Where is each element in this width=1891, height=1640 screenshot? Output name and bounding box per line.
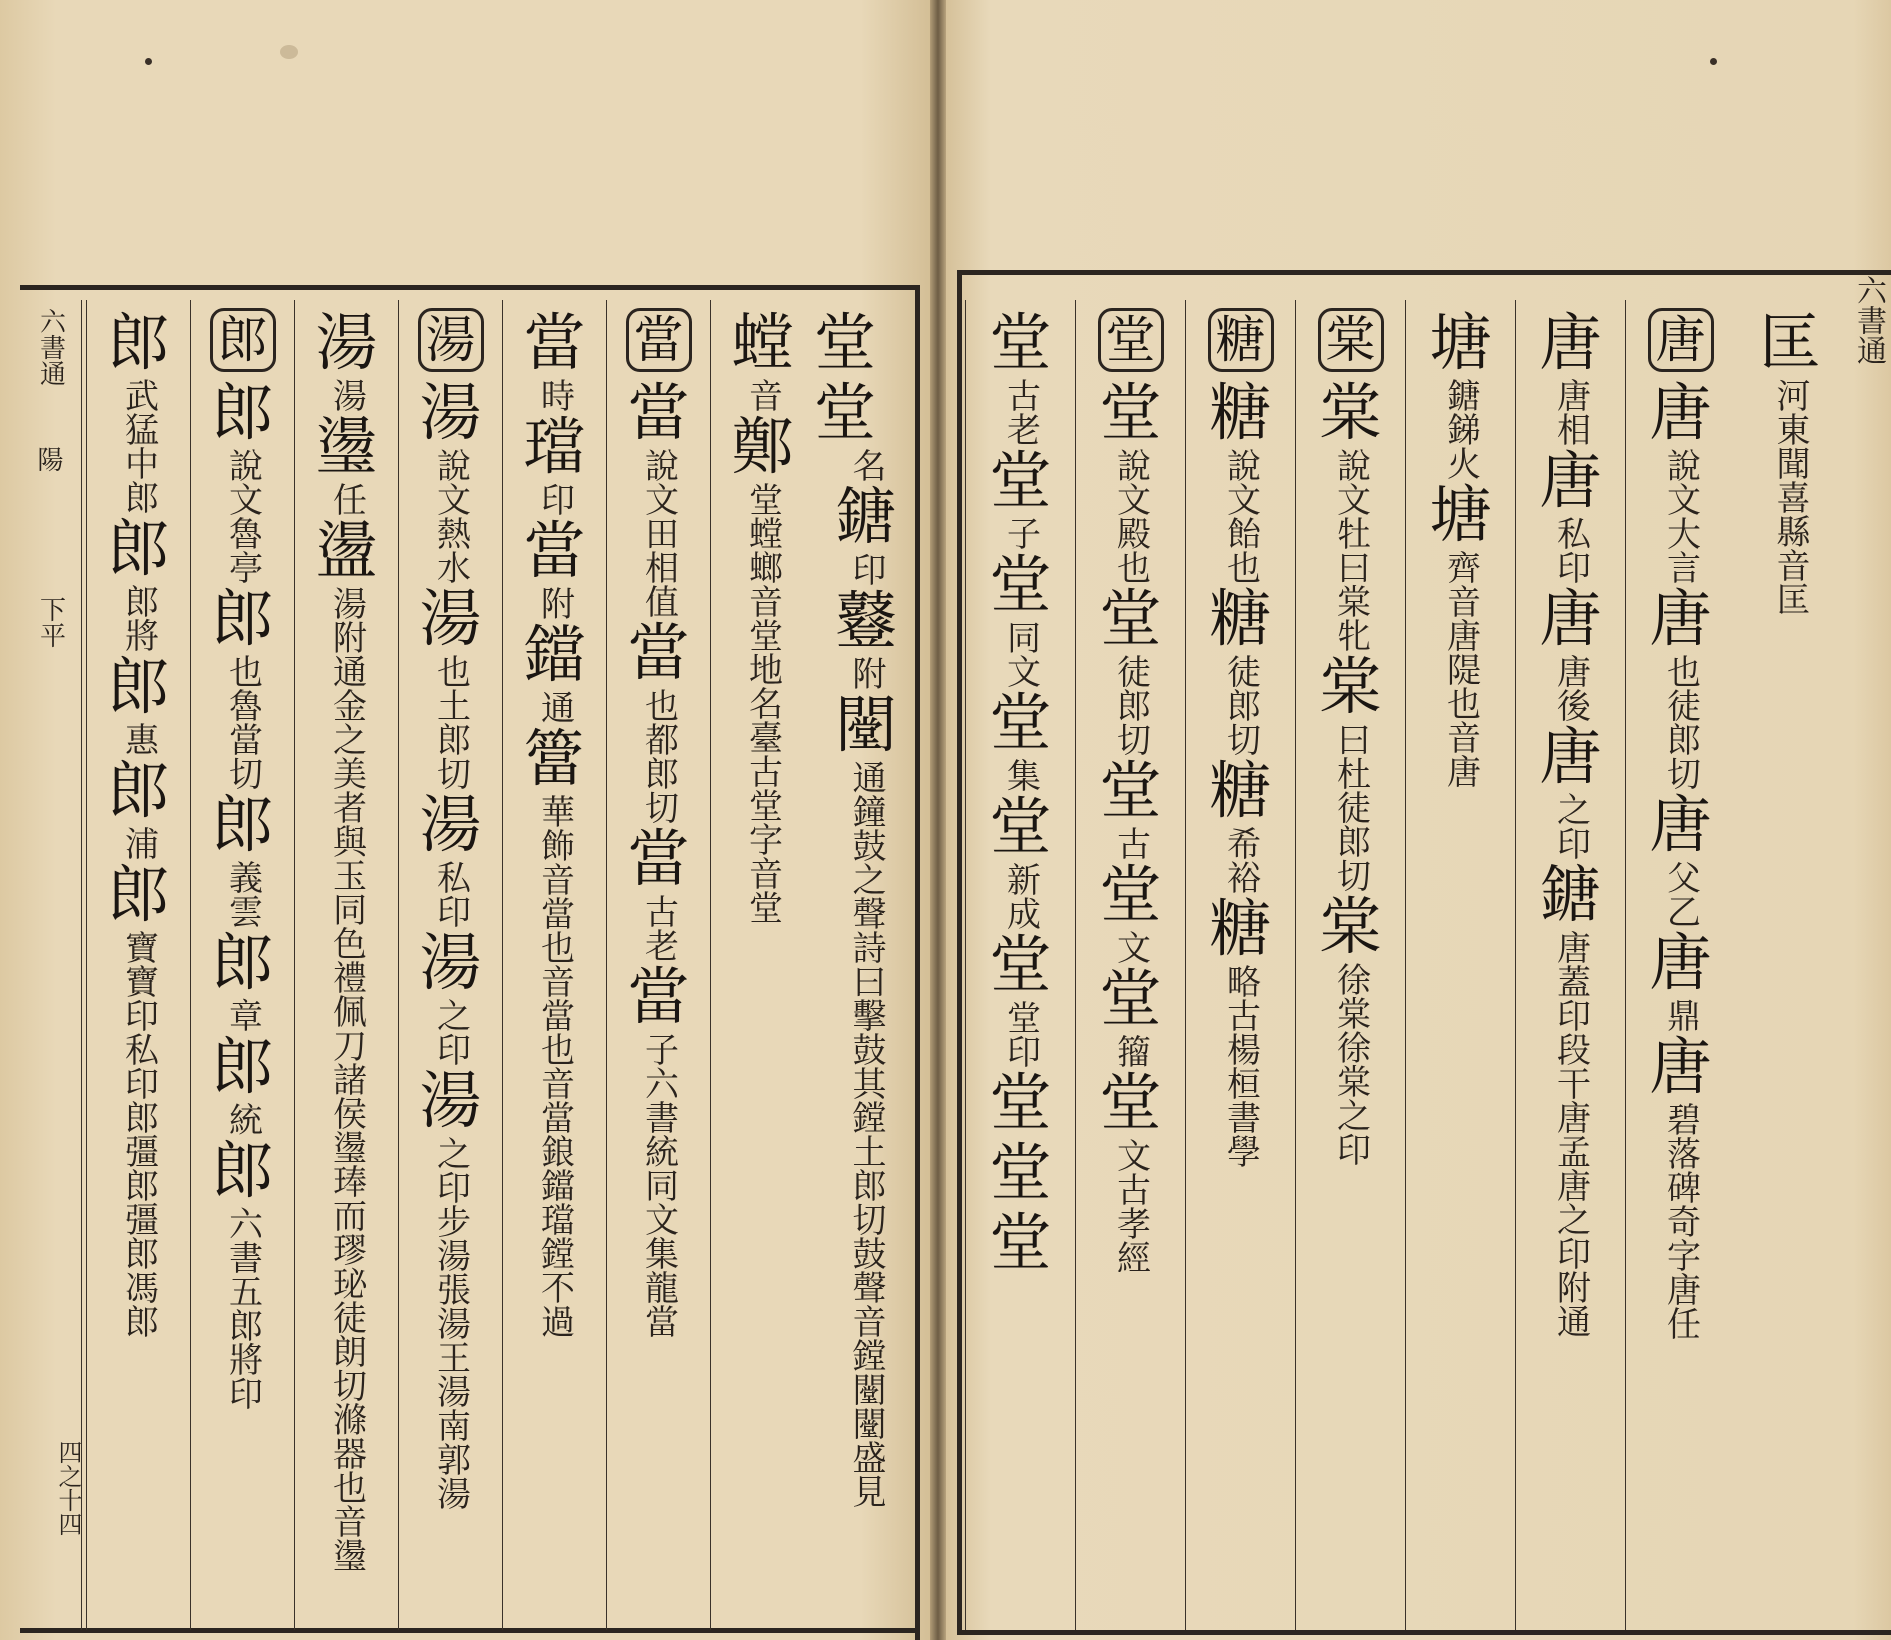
seal-glyph: 堂 (989, 444, 1052, 517)
seal-glyph: 堂 (989, 928, 1052, 1001)
right-column-2 (1625, 300, 1735, 1630)
annotation-text: 之印 (430, 998, 471, 1066)
left-column-4 (502, 300, 606, 1630)
right-bottom-rule (957, 1630, 1891, 1635)
seal-glyph: 堂堂 (814, 306, 877, 449)
annotation-text: 說文大言 (1660, 448, 1701, 584)
left-column-1 (814, 300, 918, 1630)
annotation-text: 也徒郎切 (1660, 654, 1701, 790)
seal-glyph: 闛 (834, 688, 897, 761)
annotation-text: 華飾 (534, 794, 575, 862)
annotation-text: 鎕銻火 (1440, 378, 1481, 480)
annotation-text: 統 (222, 1102, 263, 1136)
seal-glyph: 簹 (523, 722, 586, 795)
annotation-text: 附 (326, 620, 367, 654)
annotation-text: 步湯 (430, 1204, 471, 1272)
annotation-text: 說文熱水 (430, 448, 471, 584)
annotation-text: 鋃鐺 (534, 1134, 575, 1202)
page-number: 四之十四 (54, 1440, 82, 1536)
annotation-text: 當 (638, 1304, 679, 1338)
entry-headword: 湯 (418, 308, 484, 372)
annotation-text: 私印 (430, 860, 471, 928)
annotation-text: 徐 (1330, 962, 1371, 996)
annotation-text: 縣音匡 (1770, 514, 1810, 616)
annotation-text: 隄也 (1440, 652, 1481, 720)
right-column-3 (1515, 300, 1625, 1630)
annotation-text: 惠 (118, 722, 159, 756)
annotation-text: 地名臺古 (742, 652, 783, 788)
seal-glyph: 匡 (1758, 306, 1821, 379)
seal-glyph: 鼟 (834, 584, 897, 657)
seal-glyph: 堂 (989, 686, 1052, 759)
seal-glyph: 鐺 (523, 618, 586, 691)
entry-headword: 郎 (210, 308, 276, 372)
seal-glyph: 唐 (1649, 376, 1712, 449)
annotation-text: 郎將 (118, 584, 159, 652)
annotation-text: 音鏜 (846, 1304, 886, 1372)
annotation-text: 唐後 (1550, 654, 1591, 722)
seal-glyph: 塘 (1429, 306, 1492, 379)
entry-headword: 棠 (1318, 308, 1384, 372)
annotation-text: 說文殿也 (1110, 448, 1151, 584)
annotation-text: 字 (1660, 1238, 1701, 1272)
left-column-7 (190, 300, 294, 1630)
seal-glyph: 堂 (989, 790, 1052, 863)
annotation-text: 音 (742, 378, 783, 412)
annotation-text: 說文牡曰棠牝 (1330, 448, 1371, 652)
annotation-text: 通 (326, 654, 367, 688)
ink-dot (1710, 58, 1717, 65)
seal-glyph: 唐 (1649, 788, 1712, 861)
seal-glyph: 湯 (419, 582, 482, 655)
annotation-text: 統 (638, 1134, 679, 1168)
seal-glyph: 唐 (1539, 720, 1602, 793)
seal-glyph: 棠 (1319, 650, 1382, 723)
annotation-text: 同文 (638, 1168, 679, 1236)
annotation-text: 徐棠 (1330, 1030, 1371, 1098)
annotation-text: 寶印 (118, 964, 159, 1032)
right-edge-strip (1845, 275, 1891, 1635)
seal-glyph: 糖 (1209, 582, 1272, 655)
right-column-5 (1295, 300, 1405, 1630)
seal-glyph: 棠 (1319, 376, 1382, 449)
edge-rhyme: 陽 (37, 446, 64, 476)
annotation-text: 湯 (326, 378, 367, 412)
annotation-text: 之印 (1550, 792, 1591, 860)
seal-glyph: 糖 (1209, 376, 1272, 449)
annotation-text: 唐相 (1550, 378, 1591, 446)
annotation-text: 六書 (222, 1206, 263, 1274)
annotation-text: 也土郎切 (430, 654, 471, 790)
annotation-text: 諸侯璗琫而璆珌徒朗切 (326, 1062, 367, 1402)
annotation-text: 曰杜徒郎切 (1330, 722, 1371, 892)
annotation-text: 堂印 (1000, 1000, 1041, 1068)
book-spine (930, 0, 946, 1640)
annotation-text: 集 (1000, 758, 1041, 792)
annotation-text: 音當 (534, 862, 575, 930)
seal-glyph: 螳 (731, 306, 794, 379)
seal-glyph: 郎 (211, 1030, 274, 1103)
annotation-text: 略古 (1220, 964, 1261, 1032)
seal-glyph: 堂 (989, 306, 1052, 379)
seal-glyph: 盪 (315, 514, 378, 587)
seal-glyph: 當 (627, 376, 690, 449)
left-column-3 (606, 300, 710, 1630)
annotation-text: 之印 (1330, 1098, 1371, 1166)
annotation-text: 義雲 (222, 860, 263, 928)
annotation-text: 書學 (1220, 1100, 1261, 1168)
annotation-text: 齊音唐 (1440, 550, 1481, 652)
annotation-text: 通 (534, 690, 575, 724)
seal-glyph: 湯 (419, 788, 482, 861)
annotation-text: 子 (1000, 516, 1041, 550)
annotation-text: 彊郎 (118, 1202, 159, 1270)
annotation-text: 父乙 (1660, 860, 1701, 928)
seal-glyph: 郎 (211, 376, 274, 449)
annotation-text: 也魯當切 (222, 654, 263, 790)
annotation-text: 附 (846, 656, 886, 690)
annotation-text: 印 (1550, 998, 1591, 1032)
annotation-text: 彊郎 (118, 1134, 159, 1202)
left-column-5 (398, 300, 502, 1630)
annotation-text: 也音當 (534, 930, 575, 1032)
annotation-text: 徒郎切 (1220, 654, 1261, 756)
left-edge-strip (20, 300, 82, 1630)
annotation-text: 名 (846, 448, 886, 482)
annotation-text: 盛見 (846, 1440, 886, 1508)
seal-glyph: 唐 (1539, 306, 1602, 379)
left-column-6 (294, 300, 398, 1630)
seal-glyph: 鄭 (731, 410, 794, 483)
annotation-text: 任 (1660, 1306, 1701, 1340)
annotation-text: 碧落 (1660, 1102, 1701, 1170)
seal-glyph: 璗 (315, 410, 378, 483)
right-column-8 (965, 300, 1075, 1630)
seal-glyph: 堂 (989, 1136, 1052, 1209)
right-edge-title: 六書通 (1851, 275, 1886, 365)
annotation-text: 龍 (638, 1270, 679, 1304)
entry-headword: 唐 (1648, 308, 1714, 372)
paper-stain (280, 45, 298, 59)
annotation-text: 附 (1550, 1270, 1591, 1304)
seal-glyph: 唐 (1649, 582, 1712, 655)
annotation-text: 鼓其鏜土郎切 (846, 1032, 886, 1236)
seal-glyph: 湯 (419, 376, 482, 449)
annotation-text: 也音當 (534, 1032, 575, 1134)
annotation-text: 說文魯亭 (222, 448, 263, 584)
seal-glyph: 當 (627, 960, 690, 1033)
annotation-text: 鐘鼓之聲詩曰擊 (846, 794, 886, 1032)
annotation-text: 也都郎切 (638, 688, 679, 824)
annotation-text: 私印 (1550, 516, 1591, 584)
seal-glyph: 糖 (1209, 892, 1272, 965)
seal-glyph: 湯 (419, 1064, 482, 1137)
seal-glyph: 郎 (107, 650, 170, 723)
annotation-text: 唐 (1550, 1100, 1591, 1134)
seal-glyph: 堂 (1099, 1066, 1162, 1139)
right-column-1 (1735, 300, 1845, 1630)
seal-glyph: 郎 (107, 754, 170, 827)
annotation-text: 張湯 (430, 1272, 471, 1340)
seal-glyph: 堂 (1099, 376, 1162, 449)
seal-glyph: 唐 (1539, 582, 1602, 655)
seal-glyph: 堂 (1099, 858, 1162, 931)
left-column-8 (86, 300, 190, 1630)
right-column-7 (1075, 300, 1185, 1630)
annotation-text: 印 (534, 482, 575, 516)
annotation-text: 將印 (222, 1342, 263, 1410)
annotation-text: 同文 (1000, 620, 1041, 688)
annotation-text: 湯 (430, 1476, 471, 1510)
annotation-text: 古 (1110, 826, 1151, 860)
annotation-text: 寶 (118, 930, 159, 964)
entry-headword: 當 (626, 308, 692, 372)
annotation-text: 孟唐 (1550, 1134, 1591, 1202)
annotation-text: 印 (846, 552, 886, 586)
seal-glyph: 堂 (1099, 962, 1162, 1035)
seal-glyph: 唐 (1539, 444, 1602, 517)
seal-glyph: 湯 (419, 926, 482, 999)
left-column-2 (710, 300, 814, 1630)
seal-glyph: 郎 (211, 788, 274, 861)
annotation-text: 奇 (1660, 1204, 1701, 1238)
annotation-text: 章 (222, 998, 263, 1032)
annotation-text: 通 (846, 760, 886, 794)
annotation-text: 湯 (326, 586, 367, 620)
annotation-text: 鼓聲 (846, 1236, 886, 1304)
seal-glyph: 當 (627, 616, 690, 689)
seal-glyph: 堂 (1099, 582, 1162, 655)
seal-glyph: 當 (627, 822, 690, 895)
seal-glyph: 堂 (989, 1206, 1052, 1279)
annotation-text: 六書 (638, 1066, 679, 1134)
edge-title: 六書通 (35, 308, 66, 386)
annotation-text: 螳螂 (742, 516, 783, 584)
annotation-text: 音璗 (326, 1504, 367, 1572)
seal-glyph: 唐 (1649, 1030, 1712, 1103)
annotation-text: 古老 (638, 894, 679, 962)
annotation-text: 文 (1110, 930, 1151, 964)
annotation-text: 段干 (1550, 1032, 1591, 1100)
annotation-text: 音唐 (1440, 720, 1481, 788)
annotation-text: 河東聞喜 (1770, 378, 1810, 514)
right-column-6 (1185, 300, 1295, 1630)
annotation-text: 說文飴也 (1220, 448, 1261, 584)
annotation-text: 南郭 (430, 1408, 471, 1476)
annotation-text: 武猛中郎 (118, 378, 159, 514)
annotation-text: 古老 (1000, 378, 1041, 446)
annotation-text: 希裕 (1220, 826, 1261, 894)
seal-glyph: 唐 (1649, 926, 1712, 999)
right-column-4 (1405, 300, 1515, 1630)
annotation-text: 通 (1550, 1304, 1591, 1338)
seal-glyph: 郎 (107, 306, 170, 379)
seal-glyph: 堂 (989, 548, 1052, 621)
seal-glyph: 湯 (315, 306, 378, 379)
annotation-text: 文 (1110, 1138, 1151, 1172)
annotation-text: 之印 (1550, 1202, 1591, 1270)
annotation-text: 五郎 (222, 1274, 263, 1342)
seal-glyph: 塘 (1429, 478, 1492, 551)
annotation-text: 堂字音堂 (742, 788, 783, 924)
seal-glyph: 鎕 (834, 480, 897, 553)
annotation-text: 滌器也 (326, 1402, 367, 1504)
annotation-text: 子 (638, 1032, 679, 1066)
seal-glyph: 郎 (211, 582, 274, 655)
seal-glyph: 璫 (523, 410, 586, 483)
annotation-text: 鼎 (1660, 998, 1701, 1032)
seal-glyph: 鎕 (1539, 858, 1602, 931)
entry-headword: 糖 (1208, 308, 1274, 372)
annotation-text: 王湯 (430, 1340, 471, 1408)
annotation-text: 說文田相值 (638, 448, 679, 618)
seal-glyph: 郎 (211, 926, 274, 999)
annotation-text: 闛闛 (846, 1372, 886, 1440)
annotation-text: 經 (1110, 1240, 1151, 1274)
entry-headword: 堂 (1098, 308, 1164, 372)
seal-glyph: 棠 (1319, 890, 1382, 963)
annotation-text: 徒郎切 (1110, 654, 1151, 756)
seal-glyph: 郎 (107, 858, 170, 931)
seal-glyph: 堂 (1099, 754, 1162, 827)
annotation-text: 唐蓋 (1550, 930, 1591, 998)
annotation-text: 鏜不過 (534, 1236, 575, 1338)
annotation-text: 新成 (1000, 862, 1041, 930)
annotation-text: 唐 (1660, 1272, 1701, 1306)
annotation-text: 璫 (534, 1202, 575, 1236)
seal-glyph: 郎 (107, 512, 170, 585)
annotation-text: 集 (638, 1236, 679, 1270)
ink-dot (145, 58, 152, 65)
annotation-text: 堂 (742, 482, 783, 516)
annotation-text: 馮郎 (118, 1270, 159, 1338)
seal-glyph: 堂 (989, 1066, 1052, 1139)
edge-tone: 下平 (35, 596, 66, 648)
annotation-text: 任 (326, 482, 367, 516)
annotation-text: 碑 (1660, 1170, 1701, 1204)
annotation-text: 郎 (118, 1100, 159, 1134)
annotation-text: 籀 (1110, 1034, 1151, 1068)
annotation-text: 浦 (118, 826, 159, 860)
seal-glyph: 糖 (1209, 754, 1272, 827)
annotation-text: 金之美者與玉同色禮佩刀 (326, 688, 367, 1062)
seal-glyph: 郎 (211, 1134, 274, 1207)
annotation-text: 棠 (1330, 996, 1371, 1030)
annotation-text: 附 (534, 586, 575, 620)
annotation-text: 私印 (118, 1032, 159, 1100)
annotation-text: 之印 (430, 1136, 471, 1204)
seal-glyph: 當 (523, 306, 586, 379)
annotation-text: 時 (534, 378, 575, 412)
seal-glyph: 當 (523, 514, 586, 587)
annotation-text: 古孝 (1110, 1172, 1151, 1240)
annotation-text: 楊桓 (1220, 1032, 1261, 1100)
annotation-text: 音堂 (742, 584, 783, 652)
